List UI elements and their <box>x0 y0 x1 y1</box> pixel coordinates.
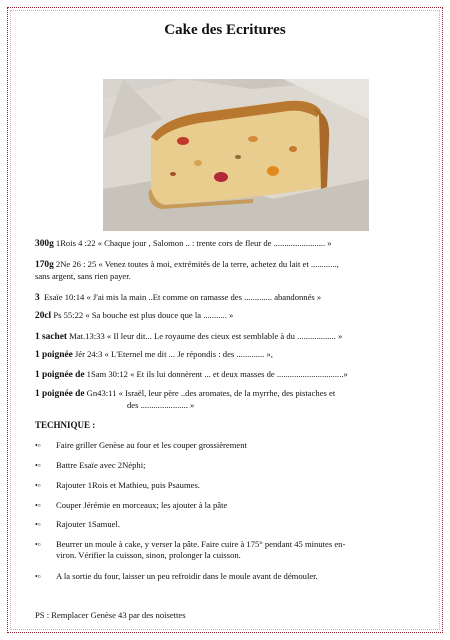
bullet-icon: •▫ <box>35 461 41 470</box>
ingredient-qty: 170g <box>35 260 54 270</box>
ingredient-text: « Chaque jour , Salomon .. : trente cors de fleur de ........................ » <box>97 238 332 248</box>
ingredient-ref: 2Ne 26 : 25 <box>55 259 97 269</box>
bullet-icon: •▫ <box>35 540 41 549</box>
ingredient-qty: 3 <box>35 293 40 303</box>
ingredient-ref: Mat.13:33 <box>69 331 105 341</box>
page-title: Cake des Ecritures <box>164 22 286 38</box>
ps-note: PS : Remplacer Genèse 43 par des noisettes <box>35 610 186 620</box>
step-text: Faire griller Genèse au four et les couper grossièrement <box>56 440 247 450</box>
ingredient-line <box>35 349 415 361</box>
step-text: viron. Vérifier la cuisson, sinon, prolonger la cuisson. <box>56 550 241 560</box>
ingredient-text: « Venez toutes à moi, extrémités de la terre, achetez du lait et ............, <box>98 259 339 269</box>
ingredient-ref: Jér 24:3 <box>74 349 103 359</box>
ingredient-qty: 1 sachet <box>35 332 68 342</box>
ingredient-ref: 1Rois 4 :22 <box>55 238 96 248</box>
ingredient-ref: Esaïe 10:14 <box>43 292 85 302</box>
ingredient-qty: 1 poignée de <box>35 389 85 399</box>
step-text: Rajouter 1Rois et Mathieu, puis Psaumes. <box>56 480 200 490</box>
ingredient-text: « J'ai mis la main ..Et comme on ramasse des ............. abandonnés » <box>86 292 322 302</box>
cake-photo <box>103 79 369 231</box>
ingredient-text-cont: sans argent, sans rien payer. <box>35 271 131 281</box>
step-text: Rajouter 1Samuel. <box>56 519 120 529</box>
bullet-icon: •▫ <box>35 520 41 529</box>
step-text: Beurrer un moule à cake, y verser la pâte. Faire cuire à 175° pendant 45 minutes en- <box>56 539 346 549</box>
ingredient-text: « Sa bouche est plus douce que la ........... » <box>85 310 234 320</box>
ingredient-line <box>35 388 415 411</box>
step-text: Battre Esaïe avec 2Néphi; <box>56 460 146 470</box>
ingredient-line <box>35 238 415 250</box>
ingredient-line <box>35 259 415 282</box>
ingredient-qty: 1 poignée <box>35 350 73 360</box>
ingredient-text: « Israël, leur père ..des aromates, de la myrrhe, des pistaches et <box>118 388 336 398</box>
step-text: Couper Jérémie en morceaux; les ajouter à la pâte <box>56 500 228 510</box>
ingredient-ref: Gn43:11 <box>86 388 117 398</box>
step-text: A la sortie du four, laisser un peu refroidir dans le moule avant de démouler. <box>56 571 318 581</box>
ingredient-text-cont: des ...................... » <box>127 400 195 410</box>
bullet-icon: •▫ <box>35 441 41 450</box>
technique-heading: TECHNIQUE : <box>35 420 96 430</box>
ingredient-text: « L'Eternel me dit ... Je répondis : des ............. », <box>104 349 273 359</box>
ingredient-line <box>35 369 415 381</box>
ingredient-line <box>35 292 415 304</box>
ingredient-qty: 300g <box>35 239 54 249</box>
bullet-icon: •▫ <box>35 572 41 581</box>
ingredient-line <box>35 310 415 322</box>
bullet-icon: •▫ <box>35 501 41 510</box>
ingredient-ref: Ps 55:22 <box>53 310 84 320</box>
ingredient-text: « Et ils lui donnèrent ... et deux masses de ...............................» <box>130 369 348 379</box>
ingredient-qty: 1 poignée de <box>35 370 85 380</box>
ingredient-text: « Il leur dit... Le royaume des cieux est semblable à du .................. » <box>106 331 343 341</box>
ingredient-ref: 1Sam 30:12 <box>86 369 128 379</box>
ingredient-qty: 20cl <box>35 311 52 321</box>
ingredient-line <box>35 331 415 343</box>
bullet-icon: •▫ <box>35 481 41 490</box>
